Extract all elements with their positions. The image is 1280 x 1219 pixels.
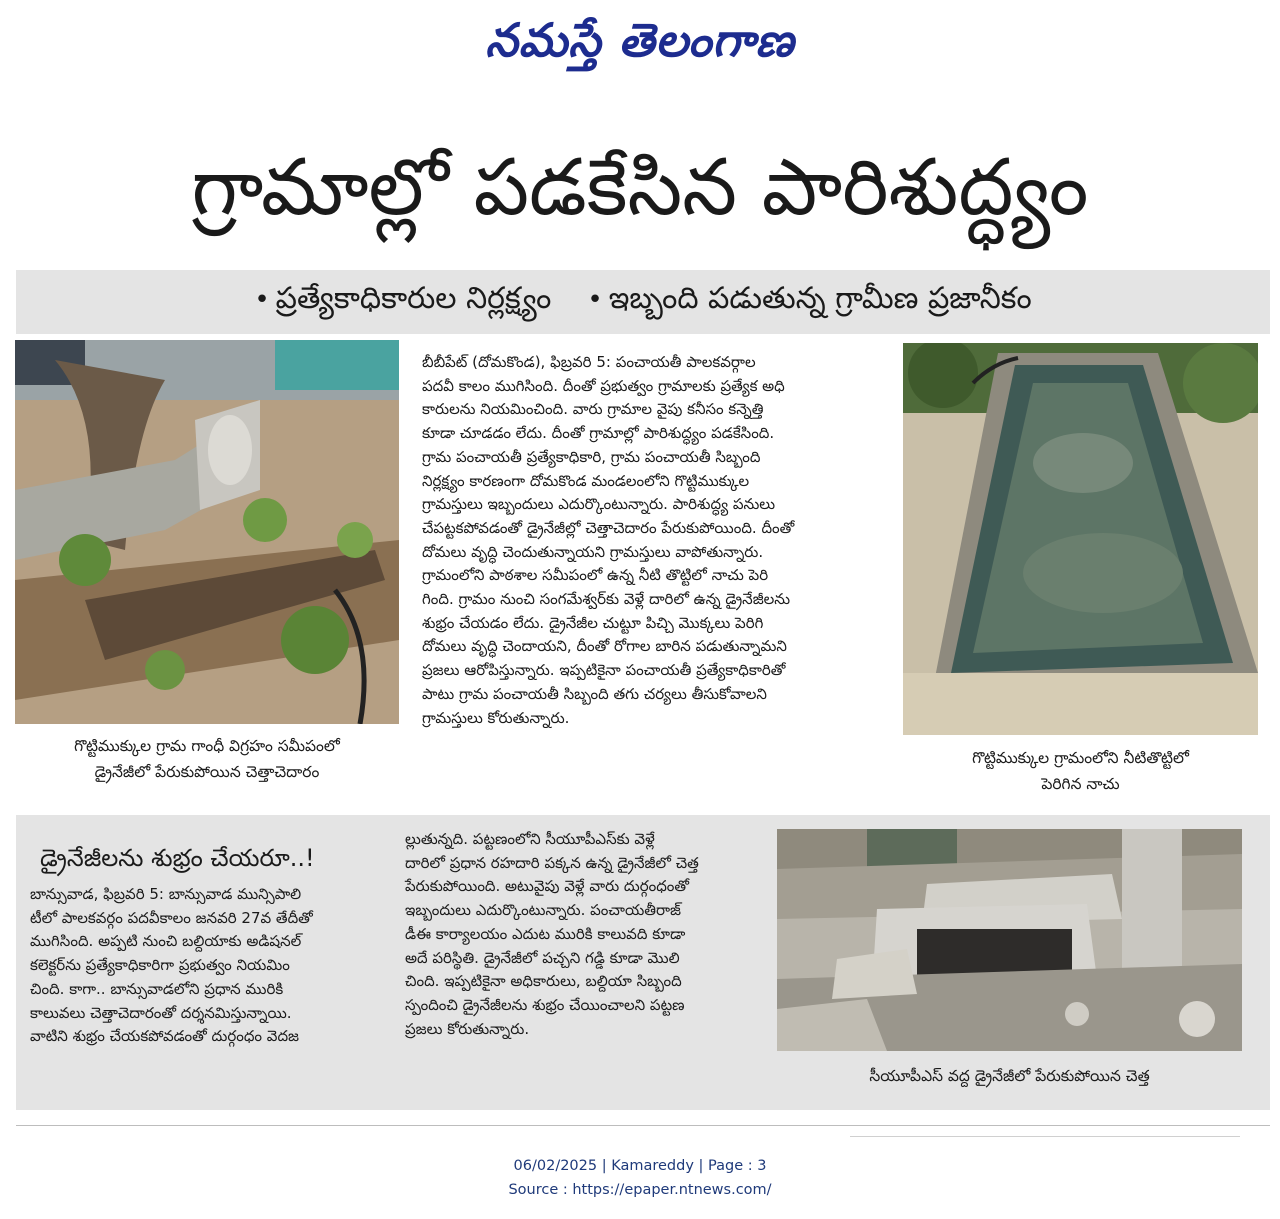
photo-water-tank	[903, 343, 1258, 735]
divider-rule	[16, 1125, 1270, 1126]
caption-left-photo	[15, 733, 399, 785]
divider-rule-short	[850, 1136, 1240, 1137]
footer-date-edition: 06/02/2025 | Kamareddy | Page : 3	[513, 1158, 767, 1174]
story1-line: కారులను నియమించింది. వారు గ్రామాల వైపు కనీసం కన్నెత్తి	[422, 400, 764, 419]
footer-source-link[interactable]: Source : https://epaper.ntnews.com/	[508, 1182, 772, 1198]
footer	[0, 1154, 1280, 1202]
story2-col1-line: చింది. కాగా.. బాన్సువాడలోని ప్రధాన మురికి	[30, 979, 284, 998]
story1-line: శుభ్రం చేయడం లేదు. డ్రైనేజీల చుట్టూ పిచ్చి మొక్కలు పెరిగి	[422, 613, 764, 632]
subheads-band	[16, 270, 1270, 334]
caption-culvert-photo: సీయూపీఎస్ వద్ద డ్రైనేజీలో పేరుకుపోయిన చెత్త	[869, 1067, 1150, 1085]
caption-left-line-2: డ్రైనేజీలో పేరుకుపోయిన చెత్తాచెదారం	[94, 763, 320, 781]
caption-right-photo	[903, 745, 1258, 797]
story2-col1-line: బాన్సువాడ, ఫిబ్రవరి 5: బాన్సువాడ మున్సిపాలి	[30, 885, 302, 903]
story1-line: దోమలు వృద్ధి చెందాయని, దీంతో రోగాల బారిన పడుతున్నామని	[422, 637, 787, 656]
story2-title: డ్రైనేజీలను శుభ్రం చేయరూ..!	[40, 844, 315, 872]
story2-col1-line: కాలువలు చెత్తాచెదారంతో దర్శనమిస్తున్నాయి.	[30, 1003, 292, 1022]
story1-line: దోమలు వృద్ధి చెందుతున్నాయని గ్రామస్తులు వాపోతున్నారు.	[422, 542, 764, 561]
story1-line: పాటు గ్రామ పంచాయతీ సిబ్బంది తగు చర్యలు తీసుకోవాలని	[422, 684, 767, 703]
story2-col2-line: అదే పరిస్థితి. డ్రైనేజీలో పచ్చని గడ్డి కూడా మొలి	[405, 948, 680, 967]
story2-column-2	[405, 828, 753, 1041]
story2-col2-line: ప్రజలు కోరుతున్నారు.	[405, 1019, 530, 1038]
story2-col2-line: ల్లుతున్నది. పట్టణంలోని సీయూపీఎస్‌కు వెళ్లే	[405, 830, 655, 848]
photo-dry-drain	[15, 340, 399, 724]
story1-line: కూడా చూడడం లేదు. దీంతో గ్రామాల్లో పారిశుద్ధ్యం పడకేసింది.	[422, 424, 775, 443]
story2-col2-line: డీఈ కార్యాలయం ఎదుట మురికి కాలువది కూడా	[405, 924, 686, 943]
bullet-1: •	[254, 285, 270, 315]
story2-col1-line: ముగిసింది. అప్పటి నుంచి బల్దియాకు అడిషనల్	[30, 932, 302, 951]
story2-col2-line: దారిలో ప్రధాన రహదారి పక్కన ఉన్న డ్రైనేజీలో చెత్త	[405, 853, 699, 872]
subhead-2-text: ఇబ్బంది పడుతున్న గ్రామీణ ప్రజానీకం	[608, 281, 1032, 316]
story2-column-1	[30, 883, 385, 1049]
bullet-2: •	[587, 285, 603, 315]
story1-line: గ్రామంలోని పాఠశాల సమీపంలో ఉన్న నీటి తొట్టిలో నాచు పెరి	[422, 566, 769, 585]
story1-line: గింది. గ్రామం నుంచి సంగమేశ్వర్‌కు వెళ్లే దారిలో ఉన్న డ్రైనేజీలను	[422, 590, 791, 609]
story1-line: గ్రామస్తులు ఇబ్బందులు ఎదుర్కొంటున్నారు. పారిశుద్ధ్య పనులు	[422, 495, 776, 514]
story2-col2-line: ఇబ్బందులు ఎదుర్కొంటున్నారు. పంచాయతీరాజ్	[405, 901, 681, 920]
newspaper-masthead: నమస్తే తెలంగాణ	[485, 13, 795, 67]
subhead-1-text: ప్రత్యేకాధికారుల నిర్లక్ష్యం	[275, 281, 552, 316]
caption-right-line-1: గొట్టిముక్కుల గ్రామంలోని నీటితొట్టిలో	[972, 749, 1189, 767]
story2-col2-line: స్పందించి డ్రైనేజీలను శుభ్రం చేయించాలని పట్టణ	[405, 995, 685, 1014]
story1-line: నిర్లక్ష్యం కారణంగా దోమకొండ మండలంలోని గొట్టిముక్కుల	[422, 471, 750, 490]
story1-line: గ్రామస్తులు కోరుతున్నారు.	[422, 708, 570, 727]
story1-line: చేపట్టకపోవడంతో డ్రైనేజీల్లో చెత్తాచెదారం పేరుకుపోయింది. దీంతో	[422, 518, 795, 537]
story2-col2-line: పేరుకుపోయింది. అటువైపు వెళ్లే వారు దుర్గంధంతో	[405, 877, 690, 896]
story1-line: పదవీ కాలం ముగిసింది. దీంతో ప్రభుత్వం గ్రామాలకు ప్రత్యేక అధి	[422, 376, 785, 395]
story2-col1-line: వాటిని శుభ్రం చేయకపోవడంతో దుర్గంధం వెదజ	[30, 1027, 300, 1046]
subhead-1	[254, 281, 551, 323]
caption-right-line-2: పెరిగిన నాచు	[1041, 775, 1120, 793]
story1-line: ప్రజలు ఆరోపిస్తున్నారు. ఇప్పటికైనా పంచాయతీ ప్రత్యేకాధికారితో	[422, 661, 786, 680]
story1-body	[422, 351, 882, 730]
story1-line: గ్రామ పంచాయతీ ప్రత్యేకాధికారి, గ్రామ పంచాయతీ సిబ్బంది	[422, 447, 761, 466]
story2-col1-line: కలెక్టర్‌ను ప్రత్యేకాధికారిగా ప్రభుత్వం నియమిం	[30, 956, 290, 975]
subhead-2	[587, 281, 1031, 323]
caption-left-line-1: గొట్టిముక్కుల గ్రామ గాంధీ విగ్రహం సమీపంలో	[74, 737, 340, 755]
story2-col1-line: టీలో పాలకవర్గం పదవీకాలం జనవరి 27వ తేదీతో	[30, 908, 313, 927]
photo-drain-culvert	[777, 829, 1242, 1051]
story2-col2-line: చింది. ఇప్పటికైనా అధికారులు, బల్దియా సిబ్బంది	[405, 972, 682, 991]
headline: గ్రామాల్లో పడకేసిన పారిశుద్ధ్యం	[191, 143, 1089, 233]
story1-line: బీబీపేట్ (దోమకొండ), ఫిబ్రవరి 5: పంచాయతీ పాలకవర్గాల	[422, 353, 756, 371]
